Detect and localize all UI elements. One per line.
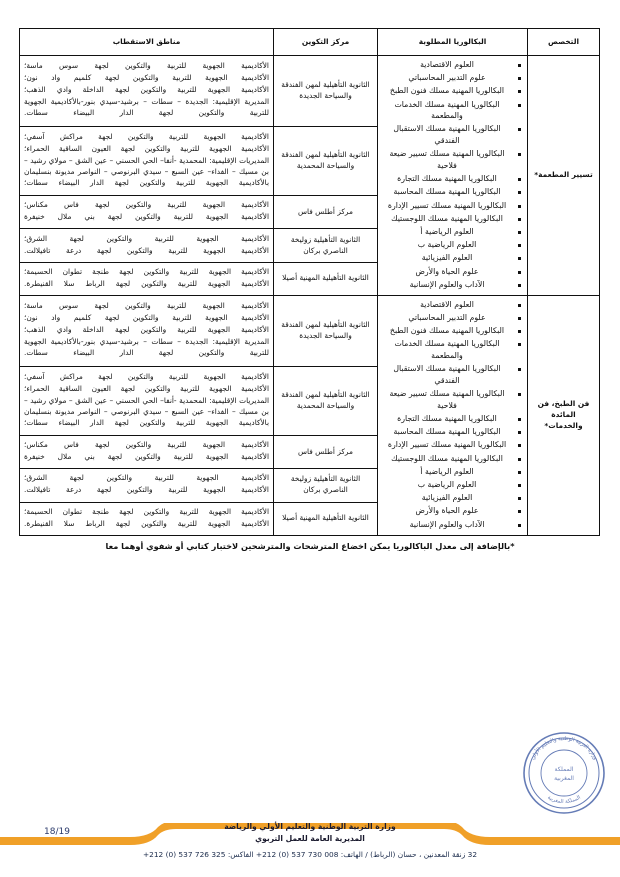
- footer-text-block: [0, 821, 620, 859]
- training-center-cell: الثانوية التأهيلية لمهن الفندقة والسياحة الجديدة: [274, 295, 378, 366]
- recruitment-zones-cell: [20, 56, 274, 127]
- bac-list-item: العلوم الرياضية أ: [382, 466, 523, 478]
- training-center-cell: مركز أطلس فاس: [274, 436, 378, 469]
- header-bac-required: البكالوريا المطلوبة: [378, 29, 528, 56]
- recruitment-zones-cell: [20, 436, 274, 469]
- bac-list: [382, 299, 523, 530]
- header-specialization: التخصص: [528, 29, 600, 56]
- bac-list-item: العلوم الرياضية ب: [382, 479, 523, 491]
- zone-line: الأكاديمية الجهوية للتربية والتكوين لجهة درعة تافيلالت.: [24, 245, 269, 255]
- header-training-center: مركز التكوين: [274, 29, 378, 56]
- footer-contact: 32 زنقة المعدنين ، حسان (الرباط) / الهاتف: 008 730 537 (0) 212+ الفاكس: 325 726 537 (0) 212+: [142, 850, 478, 860]
- specialization-cell: تسيير المطعمة*: [528, 56, 600, 296]
- table-row: [20, 295, 600, 366]
- training-center-cell: الثانوية التأهيلية لمهن الفندقة والسياحة المحمدية: [274, 366, 378, 436]
- bac-required-cell: [378, 295, 528, 535]
- recruitment-zones-cell: [20, 229, 274, 262]
- svg-text:المملكة المغربية: المملكة المغربية: [546, 794, 582, 806]
- header-recruitment-zones: مناطق الاستقطاب: [20, 29, 274, 56]
- recruitment-zones-cell: [20, 262, 274, 295]
- zone-line: الأكاديمية الجهوية للتربية والتكوين لجهة بني ملال خنيفرة: [24, 212, 269, 222]
- bac-required-cell: [378, 56, 528, 296]
- bac-list-item: البكالوريا المهنية مسلك المحاسبة: [382, 186, 523, 198]
- bac-list-item: الآداب والعلوم الإنسانية: [382, 279, 523, 291]
- bac-list-item: البكالوريا المهنية مسلك تسيير ضيعة فلاحية: [382, 388, 523, 411]
- zone-line: الأكاديمية الجهوية للتربية والتكوين لجهة كلميم واد نون؛: [24, 73, 269, 83]
- recruitment-zones-cell: [20, 502, 274, 535]
- bac-list-item: العلوم الرياضية ب: [382, 239, 523, 251]
- zone-line: الأكاديمية الجهوية للتربية والتكوين لجهة طنجة تطوان الحسيمة؛: [24, 506, 269, 516]
- training-center-cell: الثانوية التأهيلية المهنية أصيلا: [274, 502, 378, 535]
- bac-list-item: البكالوريا المهنية مسلك اللوجستيك: [382, 213, 523, 225]
- zone-line: المديريات الإقليمية: المحمدية -أنفا– الحي الحسني – عين الشق – مولاي رشيد – بن مسيك – الفداء– عين السبع – سيدي البرنوصي – النواصر مديونة بنسليمان بالأكاديمية الجهوية للتربية والتكوين لجهة الدار البيضاء سطات؛: [24, 155, 269, 187]
- bac-list-item: البكالوريا المهنية مسلك تسيير ضيعة فلاحية: [382, 148, 523, 171]
- zone-line: الأكاديمية الجهوية للتربية والتكوين لجهة العيون الساقية الحمراء؛: [24, 144, 269, 154]
- specialization-cell: فن الطبخ، فن المائدة والخدمات*: [528, 295, 600, 535]
- bac-list-item: علوم التدبير المحاسباتي: [382, 312, 523, 324]
- table-footnote: *بالإضافة إلى معدل الباكالوريا يمكن اخضاع المترشحات والمترشحين لاختبار كتابي أو شفوي أوهما معا: [105, 540, 515, 551]
- table-row: [20, 56, 600, 127]
- zone-line: الأكاديمية الجهوية للتربية والتكوين لجهة الشرق؛: [24, 473, 269, 483]
- bac-list-item: البكالوريا المهنية مسلك اللوجستيك: [382, 453, 523, 465]
- bac-list-item: العلوم الاقتصادية: [382, 299, 523, 311]
- bac-list-item: البكالوريا المهنية مسلك التجارة: [382, 413, 523, 425]
- bac-list-item: الآداب والعلوم الإنسانية: [382, 519, 523, 531]
- page-footer: [0, 815, 620, 877]
- recruitment-zones-cell: [20, 126, 274, 196]
- zone-line: الأكاديمية الجهوية للتربية والتكوين لجهة مراكش آسفي؛: [24, 132, 269, 142]
- training-center-cell: الثانوية التأهيلية المهنية أصيلا: [274, 262, 378, 295]
- table-body: [20, 56, 600, 536]
- recruitment-zones-cell: [20, 469, 274, 502]
- training-center-cell: الثانوية التأهيلية لمهن الفندقة والسياحة الجديدة: [274, 56, 378, 127]
- training-center-cell: الثانوية التأهيلية زوليخة الناصري بركان: [274, 469, 378, 502]
- zone-line: الأكاديمية الجهوية للتربية والتكوين لجهة الشرق؛: [24, 233, 269, 243]
- recruitment-zones-cell: [20, 295, 274, 366]
- admission-table: [19, 28, 600, 536]
- bac-list-item: العلوم الفيزيائية: [382, 252, 523, 264]
- bac-list-item: علوم التدبير المحاسباتي: [382, 72, 523, 84]
- zone-line: المديرية الإقليمية: الجديدة – سطات – برشيد-سيدي بنور-بالأكاديمية الجهوية للتربية والتكوين لجهة الدار البيضاء سطات.: [24, 337, 269, 358]
- footer-ministry: وزارة التربية الوطنية والتعليم الأولي والرياضة: [224, 822, 396, 831]
- zone-line: المديرية الإقليمية: الجديدة – سطات – برشيد-سيدي بنور-بالأكاديمية الجهوية للتربية والتكوين لجهة الدار البيضاء سطات.: [24, 97, 269, 118]
- zone-line: الأكاديمية الجهوية للتربية والتكوين لجهة الداخلة وادي الذهب؛: [24, 85, 269, 95]
- zone-line: الأكاديمية الجهوية للتربية والتكوين لجهة كلميم واد نون؛: [24, 313, 269, 323]
- zone-line: الأكاديمية الجهوية للتربية والتكوين لجهة درعة تافيلالت.: [24, 485, 269, 495]
- zone-line: الأكاديمية الجهوية للتربية والتكوين لجهة الرباط سلا القنيطرة.: [24, 518, 269, 528]
- zone-line: الأكاديمية الجهوية للتربية والتكوين لجهة بني ملال خنيفرة: [24, 452, 269, 462]
- zone-line: الأكاديمية الجهوية للتربية والتكوين لجهة فاس مكناس؛: [24, 440, 269, 450]
- svg-text:المملكة: المملكة: [554, 766, 574, 773]
- official-round-stamp: [522, 731, 606, 815]
- table-header-row: [20, 29, 600, 56]
- svg-text:المغربية: المغربية: [554, 775, 574, 782]
- zone-line: الأكاديمية الجهوية للتربية والتكوين لجهة سوس ماسة؛: [24, 301, 269, 311]
- bac-list-item: البكالوريا المهنية مسلك الاستقبال الفندقي: [382, 363, 523, 386]
- recruitment-zones-cell: [20, 366, 274, 436]
- bac-list-item: البكالوريا المهنية مسلك فنون الطبخ: [382, 325, 523, 337]
- bac-list-item: البكالوريا المهنية مسلك الاستقبال الفندقي: [382, 123, 523, 146]
- bac-list-item: البكالوريا المهنية مسلك الخدمات والمطعمة: [382, 338, 523, 361]
- bac-list-item: العلوم الرياضية أ: [382, 226, 523, 238]
- recruitment-zones-cell: [20, 196, 274, 229]
- bac-list-item: البكالوريا المهنية مسلك فنون الطبخ: [382, 85, 523, 97]
- training-center-cell: الثانوية التأهيلية لمهن الفندقة والسياحة المحمدية: [274, 126, 378, 196]
- page-number: 18/19: [44, 827, 70, 837]
- footer-directorate: المديرية العامة للعمل التربوي: [255, 834, 365, 844]
- training-center-cell: مركز أطلس فاس: [274, 196, 378, 229]
- bac-list-item: علوم الحياة والأرض: [382, 266, 523, 278]
- bac-list-item: البكالوريا المهنية مسلك المحاسبة: [382, 426, 523, 438]
- bac-list-item: البكالوريا المهنية مسلك التجارة: [382, 173, 523, 185]
- zone-line: المديريات الإقليمية: المحمدية -أنفا– الحي الحسني – عين الشق – مولاي رشيد – بن مسيك – الفداء– عين السبع – سيدي البرنوصي – النواصر مديونة بنسليمان بالأكاديمية الجهوية للتربية والتكوين لجهة الدار البيضاء سطات؛: [24, 395, 269, 427]
- zone-line: الأكاديمية الجهوية للتربية والتكوين لجهة فاس مكناس؛: [24, 200, 269, 210]
- training-center-cell: الثانوية التأهيلية زوليخة الناصري بركان: [274, 229, 378, 262]
- bac-list-item: البكالوريا المهنية مسلك الخدمات والمطعمة: [382, 99, 523, 122]
- zone-line: الأكاديمية الجهوية للتربية والتكوين لجهة مراكش آسفي؛: [24, 371, 269, 381]
- bac-list-item: العلوم الاقتصادية: [382, 59, 523, 71]
- bac-list-item: البكالوريا المهنية مسلك تسيير الإدارة: [382, 200, 523, 212]
- zone-line: الأكاديمية الجهوية للتربية والتكوين لجهة سوس ماسة؛: [24, 61, 269, 71]
- bac-list-item: البكالوريا المهنية مسلك تسيير الإدارة: [382, 439, 523, 451]
- bac-list-item: العلوم الفيزيائية: [382, 492, 523, 504]
- bac-list-item: علوم الحياة والأرض: [382, 505, 523, 517]
- svg-text:وزارة التربية الوطنية والتعليم: وزارة التربية الوطنية والتعليم الأولي: [530, 735, 598, 761]
- table-header: [20, 29, 600, 56]
- zone-line: الأكاديمية الجهوية للتربية والتكوين لجهة طنجة تطوان الحسيمة؛: [24, 266, 269, 276]
- zone-line: الأكاديمية الجهوية للتربية والتكوين لجهة العيون الساقية الحمراء؛: [24, 383, 269, 393]
- zone-line: الأكاديمية الجهوية للتربية والتكوين لجهة الداخلة وادي الذهب؛: [24, 325, 269, 335]
- bac-list: [382, 59, 523, 290]
- zone-line: الأكاديمية الجهوية للتربية والتكوين لجهة الرباط سلا القنيطرة.: [24, 278, 269, 288]
